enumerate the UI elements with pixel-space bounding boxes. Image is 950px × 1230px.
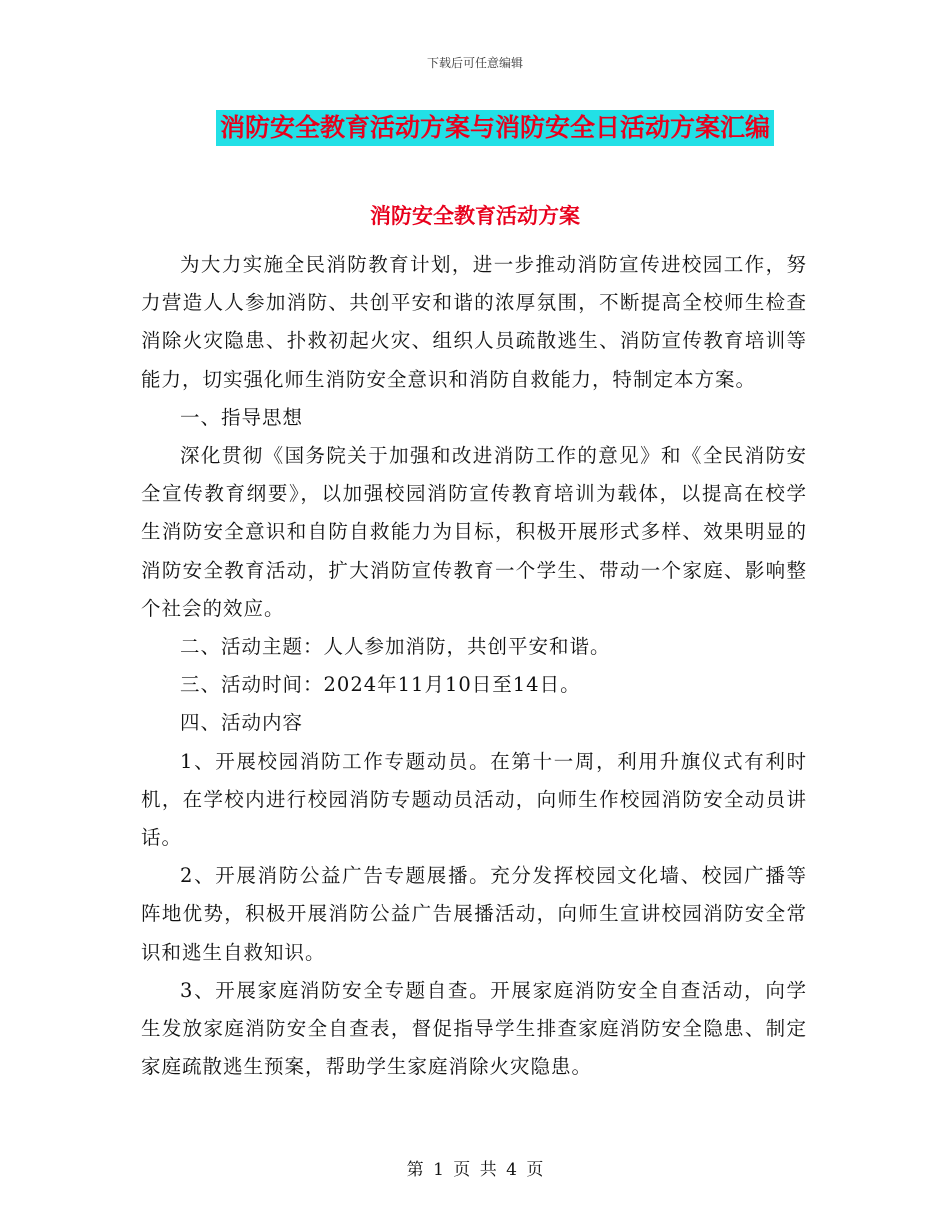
paragraph-guiding-thought: 深化贯彻《国务院关于加强和改进消防工作的意见》和《全民消防安全宣传教育纲要》，以加强校园消防宣传教育培训为载体，以提高在校学生消防安全意识和自防自救能力为目标，积极开展形式多样、效果明显的消防安全教育活动，扩大消防宣传教育一个学生、带动一个家庭、影响整个社会的效应。 [141, 444, 807, 620]
paragraph-item-2: 2、开展消防公益广告专题展播。充分发挥校园文化墙、校园广播等阵地优势，积极开展消防公益广告展播活动，向师生宣讲校园消防安全常识和逃生自救知识。 [141, 864, 807, 964]
document-title: 消防安全教育活动方案与消防安全日活动方案汇编 [216, 110, 774, 146]
document-title-container [0, 110, 950, 146]
header-note: 下载后可任意编辑 [426, 56, 523, 70]
page-footer: 第 1 页 共 4 页 [406, 1160, 544, 1180]
heading-activity-content: 四、活动内容 [180, 711, 304, 735]
document-body [141, 246, 807, 1086]
paragraph-item-3: 3、开展家庭消防安全专题自查。开展家庭消防安全自查活动，向学生发放家庭消防安全自查表，督促指导学生排查家庭消防安全隐患、制定家庭疏散逃生预案，帮助学生家庭消除火灾隐患。 [141, 978, 807, 1079]
paragraph-intro: 为大力实施全民消防教育计划，进一步推动消防宣传进校园工作，努力营造人人参加消防、共创平安和谐的浓厚氛围，不断提高全校师生检查消除火灾隐患、扑救初起火灾、组织人员疏散逃生、消防宣传教育培训等能力，切实强化师生消防安全意识和消防自救能力，特制定本方案。 [141, 253, 807, 391]
heading-guiding-thought: 一、指导思想 [180, 405, 304, 429]
section-title: 消防安全教育活动方案 [370, 204, 580, 228]
paragraph-activity-theme: 二、活动主题：人人参加消防，共创平安和谐。 [180, 635, 611, 659]
paragraph-item-1: 1、开展校园消防工作专题动员。在第十一周，利用升旗仪式有利时机，在学校内进行校园消防专题动员活动，向师生作校园消防安全动员讲话。 [141, 749, 807, 850]
paragraph-activity-time: 三、活动时间：2024年11月10日至14日。 [180, 673, 581, 697]
